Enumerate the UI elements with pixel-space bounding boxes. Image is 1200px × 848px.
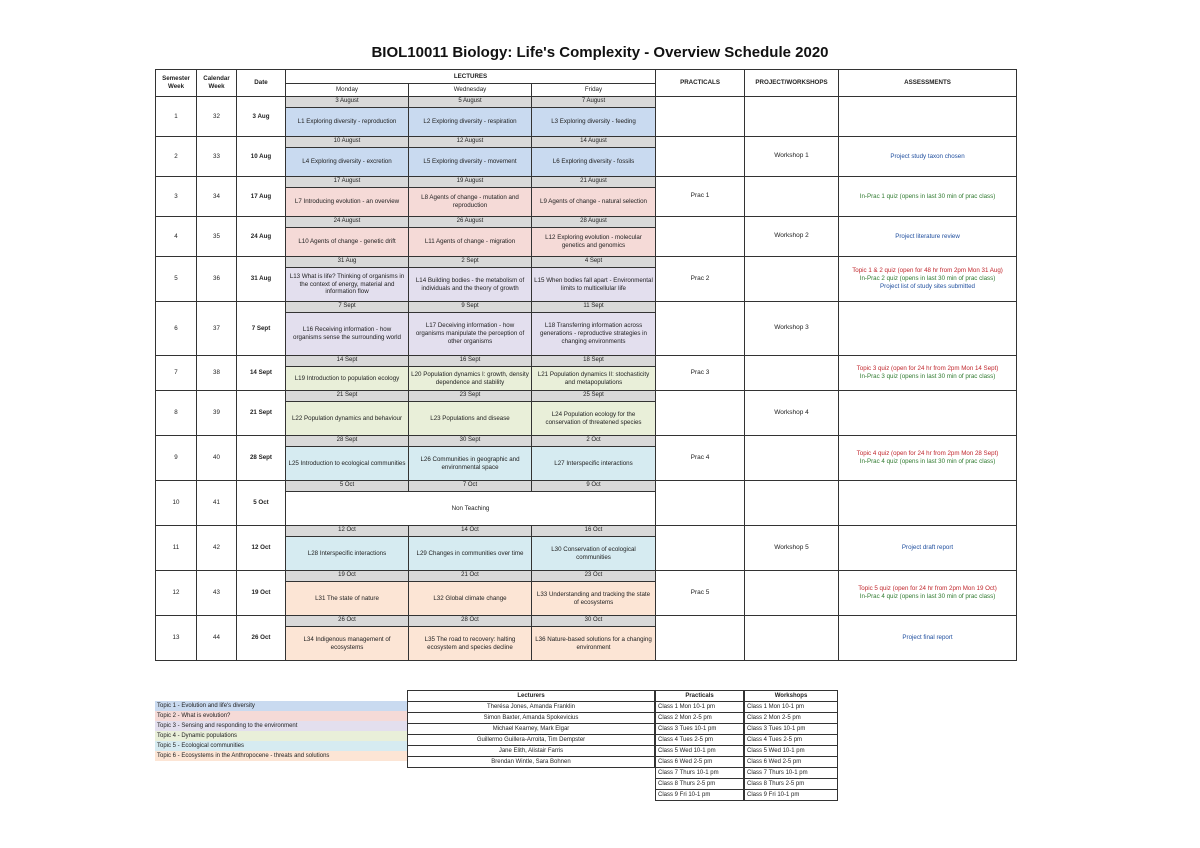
header-friday: Friday — [532, 84, 656, 97]
wednesday-date: 5 August — [409, 97, 532, 108]
week-row — [156, 391, 1017, 402]
monday-lecture: L10 Agents of change - genetic drift — [286, 228, 409, 257]
workshop-cell: Workshop 3 — [745, 302, 839, 356]
workshop-cell — [745, 257, 839, 302]
calendar-week: 43 — [197, 571, 237, 616]
practical-cell — [656, 391, 745, 436]
workshop-cell: Workshop 4 — [745, 391, 839, 436]
friday-date: 4 Sept — [532, 257, 656, 268]
week-date: 5 Oct — [237, 481, 286, 526]
semester-week: 10 — [156, 481, 197, 526]
practical-cell — [656, 137, 745, 177]
assessment-item: In-Prac 4 quiz (opens in last 30 min of prac class) — [859, 593, 996, 600]
week-date: 28 Sept — [237, 436, 286, 481]
friday-lecture: L9 Agents of change - natural selection — [532, 188, 656, 217]
workshop-cell — [745, 97, 839, 137]
assessment-item: Project literature review — [895, 232, 960, 240]
friday-lecture: L15 When bodies fall apart - Environmental limits to multicellular life — [532, 268, 656, 302]
friday-date: 28 August — [532, 217, 656, 228]
topic-legend-item: Topic 3 - Sensing and responding to the environment — [155, 721, 407, 731]
week-date: 24 Aug — [237, 217, 286, 257]
calendar-week: 38 — [197, 356, 237, 391]
friday-lecture: L3 Exploring diversity - feeding — [532, 108, 656, 137]
workshop-cell — [745, 356, 839, 391]
assessment-item: Project final report — [902, 634, 953, 642]
practicals-row: Class 5 Wed 10-1 pm — [656, 746, 744, 757]
week-row — [156, 571, 1017, 582]
week-row — [156, 302, 1017, 313]
wednesday-lecture: L32 Global climate change — [409, 582, 532, 616]
friday-date: 23 Oct — [532, 571, 656, 582]
week-date: 7 Sept — [237, 302, 286, 356]
monday-lecture: L19 Introduction to population ecology — [286, 367, 409, 391]
assessment-cell — [839, 571, 1017, 616]
friday-lecture: L27 Interspecific interactions — [532, 447, 656, 481]
week-date: 21 Sept — [237, 391, 286, 436]
assessment-item: In-Prac 1 quiz (opens in last 30 min of prac class) — [859, 192, 996, 200]
workshops-row: Class 5 Wed 10-1 pm — [745, 746, 838, 757]
workshops-row: Class 8 Thurs 2-5 pm — [745, 779, 838, 790]
practical-cell: Prac 1 — [656, 177, 745, 217]
semester-week: 7 — [156, 356, 197, 391]
wednesday-lecture: L5 Exploring diversity - movement — [409, 148, 532, 177]
practicals-row: Class 2 Mon 2-5 pm — [656, 713, 744, 724]
week-date: 19 Oct — [237, 571, 286, 616]
practicals-row: Class 9 Fri 10-1 pm — [656, 790, 744, 801]
header-semester-week: Semester Week — [156, 70, 197, 97]
workshop-cell — [745, 571, 839, 616]
lecturers-row: Brendan Wintle, Sara Bohnen — [408, 757, 655, 768]
semester-week: 3 — [156, 177, 197, 217]
semester-week: 4 — [156, 217, 197, 257]
semester-week: 1 — [156, 97, 197, 137]
friday-lecture: L18 Transferring information across generations - reproductive strategies in changing environments — [532, 313, 656, 356]
monday-date: 10 August — [286, 137, 409, 148]
semester-week: 13 — [156, 616, 197, 661]
header-practicals: PRACTICALS — [656, 70, 745, 97]
lecturers-table — [407, 690, 655, 768]
assessment-cell — [839, 137, 1017, 177]
wednesday-date: 12 August — [409, 137, 532, 148]
semester-week: 8 — [156, 391, 197, 436]
topic-legend-item: Topic 6 - Ecosystems in the Anthropocene - threats and solutions — [155, 751, 407, 761]
topic-legend-item: Topic 4 - Dynamic populations — [155, 731, 407, 741]
week-row — [156, 257, 1017, 268]
workshops-row: Class 4 Tues 2-5 pm — [745, 735, 838, 746]
wednesday-lecture: L26 Communities in geographic and environmental space — [409, 447, 532, 481]
header-lectures: LECTURES — [286, 70, 656, 84]
practical-cell — [656, 302, 745, 356]
friday-date: 25 Sept — [532, 391, 656, 402]
monday-lecture: L4 Exploring diversity - excretion — [286, 148, 409, 177]
topic-legend-item: Topic 1 - Evolution and life's diversity — [155, 701, 407, 711]
assessment-item: Topic 4 quiz (open for 24 hr from 2pm Mon 28 Sept) — [856, 450, 999, 458]
monday-lecture: L7 Introducing evolution - an overview — [286, 188, 409, 217]
monday-date: 3 August — [286, 97, 409, 108]
workshops-table — [744, 690, 838, 801]
wednesday-lecture: L35 The road to recovery: halting ecosystem and species decline — [409, 627, 532, 661]
workshop-cell: Workshop 5 — [745, 526, 839, 571]
week-date: 12 Oct — [237, 526, 286, 571]
practicals-table — [655, 690, 744, 801]
monday-date: 17 August — [286, 177, 409, 188]
header-assessments: ASSESSMENTS — [839, 70, 1017, 97]
topic-legend — [155, 701, 407, 761]
assessment-item: Project draft report — [901, 544, 954, 552]
monday-date: 28 Sept — [286, 436, 409, 447]
monday-date: 5 Oct — [286, 481, 409, 492]
assessment-cell — [839, 217, 1017, 257]
topic-legend-item: Topic 2 - What is evolution? — [155, 711, 407, 721]
wednesday-lecture: L14 Building bodies - the metabolism of individuals and the theory of growth — [409, 268, 532, 302]
week-date: 31 Aug — [237, 257, 286, 302]
monday-lecture: L1 Exploring diversity - reproduction — [286, 108, 409, 137]
calendar-week: 36 — [197, 257, 237, 302]
assessment-cell — [839, 177, 1017, 217]
practical-cell — [656, 217, 745, 257]
friday-lecture: L21 Population dynamics II: stochasticity and metapopulations — [532, 367, 656, 391]
workshops-header: Workshops — [745, 691, 838, 702]
monday-lecture: L13 What is life? Thinking of organisms in the context of energy, material and information flow — [286, 268, 409, 302]
week-row — [156, 481, 1017, 492]
practicals-row: Class 8 Thurs 2-5 pm — [656, 779, 744, 790]
workshop-cell — [745, 177, 839, 217]
assessment-item: Project list of study sites submitted — [880, 282, 975, 290]
practicals-header: Practicals — [656, 691, 744, 702]
workshop-cell — [745, 616, 839, 661]
lecturers-row: Simon Baxter, Amanda Spokevicius — [408, 713, 655, 724]
monday-date: 7 Sept — [286, 302, 409, 313]
assessment-item: Topic 3 quiz (open for 24 hr from 2pm Mon 14 Sept) — [856, 365, 999, 373]
assessment-cell — [839, 97, 1017, 137]
wednesday-date: 23 Sept — [409, 391, 532, 402]
week-date: 10 Aug — [237, 137, 286, 177]
monday-lecture: L34 Indigenous management of ecosystems — [286, 627, 409, 661]
semester-week: 12 — [156, 571, 197, 616]
semester-week: 5 — [156, 257, 197, 302]
wednesday-date: 7 Oct — [409, 481, 532, 492]
lecturers-row: Guillermo Guillera-Arroita, Tim Dempster — [408, 735, 655, 746]
practical-cell: Prac 4 — [656, 436, 745, 481]
wednesday-date: 21 Oct — [409, 571, 532, 582]
lecturers-row: Michael Kearney, Mark Elgar — [408, 724, 655, 735]
assessment-item: Topic 1 & 2 quiz (open for 48 hr from 2pm Mon 31 Aug) — [852, 267, 1003, 275]
wednesday-lecture: L11 Agents of change - migration — [409, 228, 532, 257]
friday-lecture: L30 Conservation of ecological communities — [532, 537, 656, 571]
header-projects: PROJECT/WORKSHOPS — [745, 70, 839, 97]
friday-date: 16 Oct — [532, 526, 656, 537]
week-row — [156, 526, 1017, 537]
week-date: 3 Aug — [237, 97, 286, 137]
practicals-row: Class 6 Wed 2-5 pm — [656, 757, 744, 768]
assessment-cell — [839, 481, 1017, 526]
workshop-cell — [745, 436, 839, 481]
non-teaching-cell: Non Teaching — [286, 492, 656, 526]
schedule-table — [155, 69, 1017, 661]
workshops-row: Class 6 Wed 2-5 pm — [745, 757, 838, 768]
wednesday-date: 2 Sept — [409, 257, 532, 268]
workshops-row: Class 2 Mon 2-5 pm — [745, 713, 838, 724]
header-calendar-week: Calendar Week — [197, 70, 237, 97]
friday-date: 9 Oct — [532, 481, 656, 492]
topic-legend-item: Topic 5 - Ecological communities — [155, 741, 407, 751]
calendar-week: 41 — [197, 481, 237, 526]
header-monday: Monday — [286, 84, 409, 97]
practical-cell — [656, 481, 745, 526]
monday-lecture: L22 Population dynamics and behaviour — [286, 402, 409, 436]
friday-lecture: L6 Exploring diversity - fossils — [532, 148, 656, 177]
week-date: 14 Sept — [237, 356, 286, 391]
assessment-cell — [839, 302, 1017, 356]
monday-date: 31 Aug — [286, 257, 409, 268]
wednesday-date: 16 Sept — [409, 356, 532, 367]
calendar-week: 39 — [197, 391, 237, 436]
workshops-row: Class 3 Tues 10-1 pm — [745, 724, 838, 735]
semester-week: 2 — [156, 137, 197, 177]
friday-date: 18 Sept — [532, 356, 656, 367]
assessment-cell — [839, 356, 1017, 391]
monday-date: 24 August — [286, 217, 409, 228]
practical-cell: Prac 5 — [656, 571, 745, 616]
monday-date: 14 Sept — [286, 356, 409, 367]
monday-lecture: L31 The state of nature — [286, 582, 409, 616]
friday-lecture: L36 Nature-based solutions for a changing environment — [532, 627, 656, 661]
wednesday-date: 19 August — [409, 177, 532, 188]
semester-week: 11 — [156, 526, 197, 571]
week-row — [156, 177, 1017, 188]
calendar-week: 40 — [197, 436, 237, 481]
assessment-item: In-Prac 4 quiz (opens in last 30 min of prac class) — [859, 458, 996, 465]
wednesday-date: 30 Sept — [409, 436, 532, 447]
calendar-week: 35 — [197, 217, 237, 257]
workshop-cell — [745, 481, 839, 526]
monday-lecture: L28 Interspecific interactions — [286, 537, 409, 571]
practical-cell: Prac 2 — [656, 257, 745, 302]
lecturers-row: Therésa Jones, Amanda Franklin — [408, 702, 655, 713]
friday-date: 7 August — [532, 97, 656, 108]
calendar-week: 34 — [197, 177, 237, 217]
assessment-cell — [839, 436, 1017, 481]
monday-lecture: L16 Receiving information - how organisms sense the surrounding world — [286, 313, 409, 356]
calendar-week: 37 — [197, 302, 237, 356]
calendar-week: 32 — [197, 97, 237, 137]
wednesday-date: 14 Oct — [409, 526, 532, 537]
semester-week: 9 — [156, 436, 197, 481]
wednesday-lecture: L17 Deceiving information - how organisms manipulate the perception of other organisms — [409, 313, 532, 356]
lecturers-header: Lecturers — [408, 691, 655, 702]
page-title: BIOL10011 Biology: Life's Complexity - Overview Schedule 2020 — [371, 44, 829, 61]
calendar-week: 42 — [197, 526, 237, 571]
assessment-item: Project study taxon chosen — [890, 152, 965, 160]
calendar-week: 33 — [197, 137, 237, 177]
monday-date: 21 Sept — [286, 391, 409, 402]
assessment-cell — [839, 526, 1017, 571]
workshop-cell: Workshop 1 — [745, 137, 839, 177]
week-row — [156, 616, 1017, 627]
practicals-row: Class 1 Mon 10-1 pm — [656, 702, 744, 713]
wednesday-date: 9 Sept — [409, 302, 532, 313]
assessment-cell — [839, 616, 1017, 661]
practical-cell: Prac 3 — [656, 356, 745, 391]
monday-lecture: L25 Introduction to ecological communities — [286, 447, 409, 481]
friday-lecture: L12 Exploring evolution - molecular genetics and genomics — [532, 228, 656, 257]
practicals-row: Class 4 Tues 2-5 pm — [656, 735, 744, 746]
friday-lecture: L33 Understanding and tracking the state of ecosystems — [532, 582, 656, 616]
wednesday-date: 26 August — [409, 217, 532, 228]
friday-date: 2 Oct — [532, 436, 656, 447]
assessment-cell — [839, 257, 1017, 302]
week-date: 26 Oct — [237, 616, 286, 661]
assessment-cell — [839, 391, 1017, 436]
workshop-cell: Workshop 2 — [745, 217, 839, 257]
assessment-item: Topic 5 quiz (open for 24 hr from 2pm Mon 19 Oct) — [858, 585, 997, 593]
wednesday-lecture: L8 Agents of change - mutation and reproduction — [409, 188, 532, 217]
calendar-week: 44 — [197, 616, 237, 661]
week-row — [156, 97, 1017, 108]
friday-date: 14 August — [532, 137, 656, 148]
week-row — [156, 436, 1017, 447]
practicals-row: Class 7 Thurs 10-1 pm — [656, 768, 744, 779]
assessment-item: In-Prac 2 quiz (opens in last 30 min of prac class) — [859, 275, 996, 283]
friday-date: 21 August — [532, 177, 656, 188]
wednesday-lecture: L23 Populations and disease — [409, 402, 532, 436]
workshops-row: Class 7 Thurs 10-1 pm — [745, 768, 838, 779]
wednesday-lecture: L29 Changes in communities over time — [409, 537, 532, 571]
friday-date: 30 Oct — [532, 616, 656, 627]
workshops-row: Class 9 Fri 10-1 pm — [745, 790, 838, 801]
wednesday-date: 28 Oct — [409, 616, 532, 627]
monday-date: 12 Oct — [286, 526, 409, 537]
week-row — [156, 217, 1017, 228]
workshops-row: Class 1 Mon 10-1 pm — [745, 702, 838, 713]
week-row — [156, 356, 1017, 367]
wednesday-lecture: L20 Population dynamics I: growth, density dependence and stability — [409, 367, 532, 391]
header-wednesday: Wednesday — [409, 84, 532, 97]
week-row — [156, 137, 1017, 148]
practicals-row: Class 3 Tues 10-1 pm — [656, 724, 744, 735]
header-date: Date — [237, 70, 286, 97]
friday-lecture: L24 Population ecology for the conservation of threatened species — [532, 402, 656, 436]
lecturers-row: Jane Elith, Alistair Farris — [408, 746, 655, 757]
practical-cell — [656, 526, 745, 571]
monday-date: 26 Oct — [286, 616, 409, 627]
week-date: 17 Aug — [237, 177, 286, 217]
monday-date: 19 Oct — [286, 571, 409, 582]
wednesday-lecture: L2 Exploring diversity - respiration — [409, 108, 532, 137]
semester-week: 6 — [156, 302, 197, 356]
practical-cell — [656, 616, 745, 661]
practical-cell — [656, 97, 745, 137]
friday-date: 11 Sept — [532, 302, 656, 313]
assessment-item: In-Prac 3 quiz (opens in last 30 min of prac class) — [859, 373, 996, 380]
